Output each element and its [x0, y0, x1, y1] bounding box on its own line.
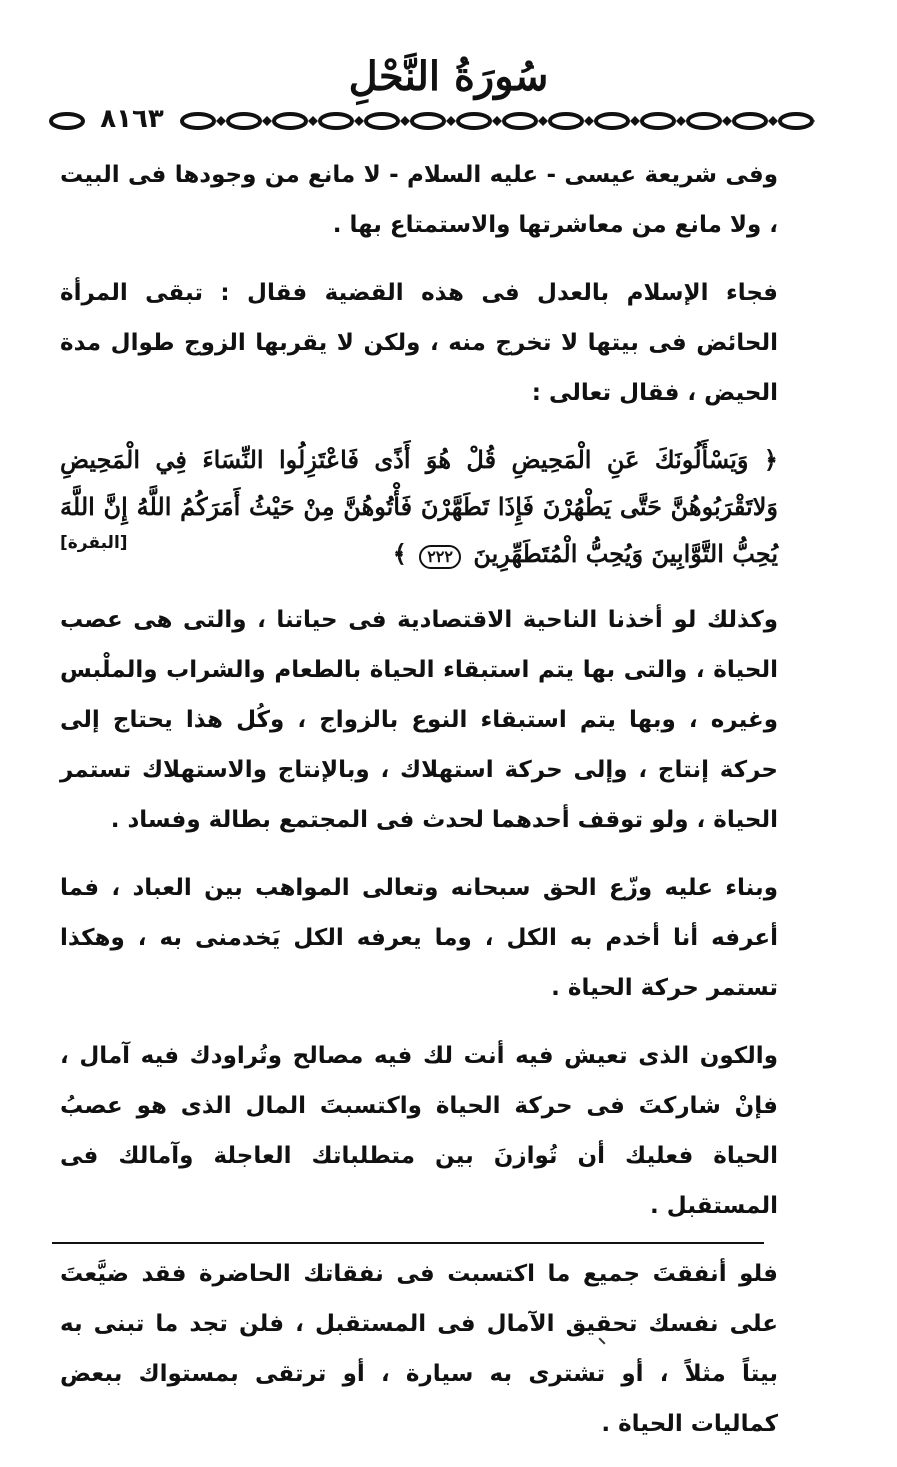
band-diamond	[446, 116, 456, 126]
ayah-number-badge: ٢٢٢	[419, 545, 461, 569]
page-number: ٨١٦٣	[92, 104, 172, 134]
band-link	[688, 114, 720, 128]
band-diamond	[400, 116, 410, 126]
band-link	[228, 114, 260, 128]
band-diamond	[354, 116, 364, 126]
band-link	[182, 114, 214, 128]
band-diamond	[768, 116, 778, 126]
band-diamond	[308, 116, 318, 126]
surah-title: سُورَةُ النَّحْلِ	[348, 53, 549, 100]
band-diamond	[262, 116, 272, 126]
band-diamond	[538, 116, 548, 126]
band-link	[642, 114, 674, 128]
band-link	[734, 114, 766, 128]
band-diamond	[722, 116, 732, 126]
paragraph-1: وفى شريعة عيسى - عليه السلام - لا مانع من وجودها فى البيت ، ولا مانع من معاشرتها والاستمتاع بها .	[60, 162, 778, 238]
band-link	[596, 114, 628, 128]
band-link	[320, 114, 352, 128]
band-cap-left	[51, 114, 83, 128]
band-link	[550, 114, 582, 128]
footer-rule	[52, 1242, 764, 1244]
band-diamond	[492, 116, 502, 126]
paragraph-3: وكذلك لو أخذنا الناحية الاقتصادية فى حياتنا ، والتى هى عصب الحياة ، والتى بها يتم استبقاء الحياة بالطعام والشراب والملْبس وغيره ، وبها يتم استبقاء النوع بالزواج ، وكُل هذا يحتاج إلى حركة إنتاج ، وإلى حركة استهلاك ، وبالإنتاج والاستهلاك تستمر الحياة ، ولو توقف أحدهما لحدث فى المجتمع بطالة وفساد .	[60, 607, 778, 833]
quran-verse-text: ﴿ وَيَسْأَلُونَكَ عَنِ الْمَحِيضِ قُلْ هُوَ أَذًى فَاعْتَزِلُوا النِّسَاءَ فِي الْمَحِيضِ وَلاتَقْرَبُوهُنَّ حَتَّى يَطْهُرْنَ فَإِذَا تَطَهَّرْنَ فَأْتُوهُنَّ مِنْ حَيْثُ أَمَرَكُمُ اللَّهُ إِنَّ اللَّهَ يُحِبُّ التَّوَّابِينَ وَيُحِبُّ الْمُتَطَهِّرِينَ	[60, 445, 778, 568]
band-diamond	[814, 116, 815, 126]
paragraph-4: وبناء عليه وزّع الحق سبحانه وتعالى المواهب بين العباد ، فما أعرفه أنا أخدم به الكل ، وما يعرفه الكل يَخدمنى به ، وهكذا تستمر حركة الحياة .	[60, 875, 778, 1001]
paragraph-5: والكون الذى تعيش فيه أنت لك فيه مصالح وتُراودك فيه آمال ، فإنْ شاركتَ فى حركة الحياة واكتسبتَ المال الذى هو عصبُ الحياة فعليك أن تُوازنَ بين متطلباتك العاجلة وآمالك فى المستقبل .	[60, 1043, 778, 1219]
band-link	[458, 114, 490, 128]
body-text	[60, 150, 778, 1467]
band-link	[504, 114, 536, 128]
band-link	[780, 114, 812, 128]
quran-verse-block	[60, 436, 778, 577]
paragraph-2: فجاء الإسلام بالعدل فى هذه القضية فقال : تبقى المرأة الحائض فى بيتها لا تخرج منه ، ولكن لا يقربها الزوج طوال مدة الحيض ، فقال تعالى :	[60, 280, 778, 406]
band-link	[366, 114, 398, 128]
band-diamond	[676, 116, 686, 126]
quran-close-bracket: ﴾	[392, 539, 407, 568]
band-diamond	[216, 116, 226, 126]
band-link	[274, 114, 306, 128]
quran-reference: [البقرة]	[60, 533, 128, 553]
paragraph-6: فلو أنفقتَ جميع ما اكتسبت فى نفقاتك الحاضرة فقد ضيَّعتَ على نفسك تحقيق الآمال فى المستقبل ، فلن تجد ما تبنى به بيتاً مثلاً ، أو تشترى به سيارة ، أو ترتقى بمستواك ببعض كماليات الحياة .	[60, 1261, 778, 1437]
band-diamond	[630, 116, 640, 126]
band-link	[412, 114, 444, 128]
band-diamond	[584, 116, 594, 126]
